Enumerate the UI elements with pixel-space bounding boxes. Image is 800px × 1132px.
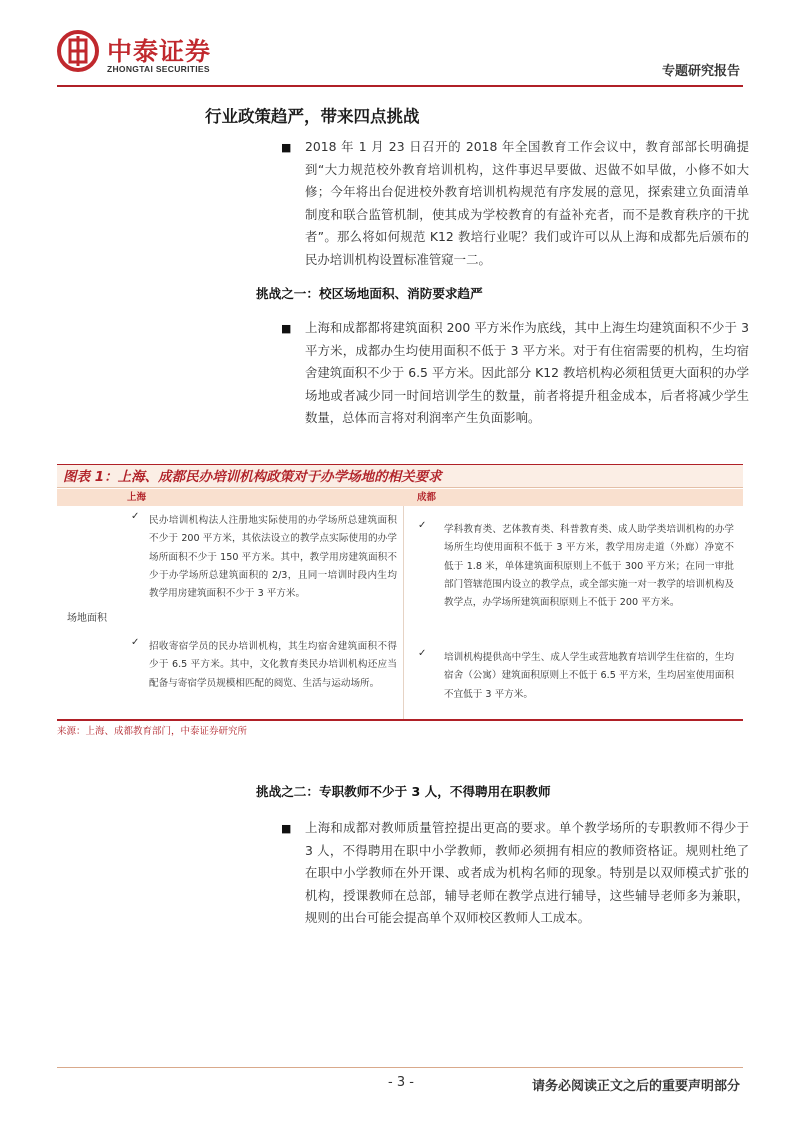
shanghai-requirement-2: 招收寄宿学员的民办培训机构，其生均宿舍建筑面积不得少于 6.5 平方米。其中，文化教育类民办培训机构还应当配备与寄宿学员规模相匹配的阅览、生活与运动场所。 (149, 641, 397, 689)
brand-logo (57, 30, 257, 80)
intro-paragraph: 2018 年 1 月 23 日召开的 2018 年全国教育工作会议中，教育部部长明确提到“大力规范校外教育培训机构，这件事迟早要做、迟做不如早做，小修不如大修；今年将出台促进校外教育培训机构规范有序发展的意见，探索建立负面清单制度和联合监管机制，使其成为学校教育的有益补充者，而不是教育秩序的干扰者”。那么将如何规范 K12 教培行业呢？我们或许可以从上海和成都先后颁布的民办培训机构设置标准管窥一二。 (305, 139, 749, 267)
bullet-icon: ■ (281, 822, 292, 835)
table-bottom-rule (57, 719, 743, 721)
disclaimer-note: 请务必阅读正文之后的重要声明部分 (531, 1079, 740, 1094)
header-divider (57, 85, 743, 87)
brand-name-en: ZHONGTAI SECURITIES (107, 64, 210, 74)
brand-name-cn: 中泰证券 (107, 37, 212, 66)
figure-title: 图表 1：上海、成都民办培训机构政策对于办学场地的相关要求 (57, 464, 743, 488)
challenge-one-heading: 挑战之一：校区场地面积、消防要求趋严 (256, 286, 483, 301)
footer-divider (57, 1067, 743, 1068)
challenge-two-paragraph: 上海和成都对教师质量管控提出更高的要求。单个教学场所的专职教师不得少于 3 人，不得聘用在职中小学教师，教师必须拥有相应的教师资格证。规则杜绝了在职中小学教师在外开课、或者成为机构名师的现象。特别是以双师模式扩张的机构，授课教师在总部，辅导老师在教学点进行辅导，这些辅导老师多为兼职，规则的出台可能会提高单个双师校区教师人工成本。 (305, 820, 749, 925)
check-icon: ✓ (418, 648, 427, 659)
check-icon: ✓ (418, 520, 427, 531)
column-header-chengdu: 成都 (417, 492, 437, 503)
challenge-two-heading: 挑战之二：专职教师不少于 3 人，不得聘用在职教师 (256, 784, 551, 799)
figure-source: 来源：上海、成都教育部门，中泰证券研究所 (57, 726, 248, 737)
check-icon: ✓ (131, 511, 140, 522)
document-type: 专题研究报告 (661, 64, 740, 79)
page-number: - 3 - (388, 1075, 414, 1090)
bullet-icon: ■ (281, 141, 292, 154)
shanghai-requirement-1: 民办培训机构法人注册地实际使用的办学场所总建筑面积不少于 200 平方米，其依法设立的教学点实际使用的办学场所面积不少于 150 平方米。其中，教学用房建筑面积不少于办学场所总建筑面积的 2/3，且同一培训时段内生均教学用房建筑面积不少于 3 平方米。 (149, 515, 397, 600)
policy-table (57, 489, 743, 720)
row-label-site-area: 场地面积 (67, 613, 107, 624)
check-icon: ✓ (131, 637, 140, 648)
table-header-row (57, 489, 743, 506)
challenge-one-paragraph: 上海和成都都将建筑面积 200 平方米作为底线，其中上海生均建筑面积不少于 3 平方米，成都办生均使用面积不低于 3 平方米。对于有住宿需要的机构，生均宿舍建筑面积不少于 6.5 平方米。因此部分 K12 教培机构必须租赁更大面积的办学场地或者减少同一时间培训学生的数量，前者将提升租金成本，后者将减少学生数量，总体而言将对利润率产生负面影响。 (305, 320, 749, 425)
chengdu-requirement-1: 学科教育类、艺体教育类、科普教育类、成人助学类培训机构的办学场所生均使用面积不低于 3 平方米，教学用房走道（外廊）净宽不低于 1.8 米，单体建筑面积原则上不低于 300 平方米；在同一审批部门管辖范围内设立的教学点，或全部实施一对一教学的培训机构及教学点，办学场所建筑面积原则上不低于 200 平方米。 (444, 524, 734, 609)
bullet-icon: ■ (281, 322, 292, 335)
chengdu-requirement-2: 培训机构提供高中学生、成人学生或营地教育培训学生住宿的，生均宿舍（公寓）建筑面积原则上不低于 6.5 平方米，生均居室使用面积不宜低于 3 平方米。 (444, 652, 734, 700)
section-title: 行业政策趋严，带来四点挑战 (205, 107, 420, 126)
column-divider (403, 506, 404, 720)
zhongtai-logo-icon (57, 30, 99, 72)
column-header-shanghai: 上海 (127, 492, 147, 503)
